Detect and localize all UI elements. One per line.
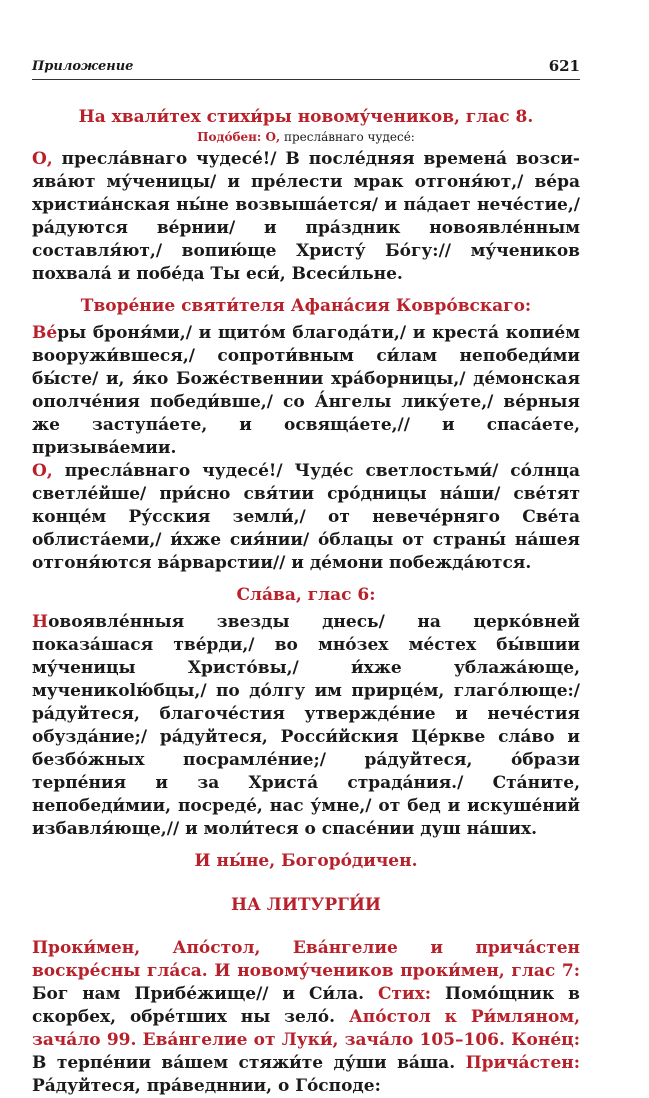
section-heading: На хвали́тех стихи́ры новому́чеников, глас 8. (78, 107, 534, 127)
initial-capital: О, (32, 461, 53, 481)
podoben-text: пресла́внаго чудесе́: (280, 130, 415, 144)
initial-capital: Н (32, 612, 49, 632)
page-number: 621 (548, 57, 580, 75)
rubric-text: Прича́стен: (465, 1053, 580, 1073)
paragraph-text: Помо́щник в скорбех, обре́тших ны зело́. (32, 984, 580, 1027)
rubric-text: Проки́мен, Апо́стол, Ева́нгелие и прича́стен воскре́сны гла́са. И новому́чеников проки́мен, глас 7: (32, 938, 580, 981)
initial-capital: Ве́ (32, 323, 58, 343)
stichera-paragraph (32, 460, 580, 575)
section-heading: Творе́ние святи́теля Афана́сия Ковро́вскаго: (80, 296, 532, 316)
liturgy-paragraph (32, 937, 580, 1098)
page-body (32, 105, 580, 1098)
podoben-label: Подо́бен: О, (197, 130, 281, 144)
initial-capital: О, (32, 149, 53, 169)
stichera-paragraph (32, 611, 580, 841)
page-header (32, 57, 580, 80)
rubric-text: Стих: (377, 984, 432, 1004)
rubric-text: Апо́стол к Ри́мляном, зача́ло 99. Ева́нгелие от Луки́, зача́ло 105–106. Коне́ц: (32, 1007, 580, 1050)
paragraph-text: В терпе́нии ва́шем стяжи́те ду́ши ва́ша. (32, 1053, 466, 1073)
running-title: Приложение (32, 59, 134, 74)
paragraph-text: пресла́внаго чудесе́!/ Чуде́с светлостьми́/ со́лнца светле́йше/ при́сно свя́тии сро́дницы на́ши/ све́тят конце́м Ру́сския земли́,/ от невече́рняго Све́та облиста́еми,/ и́хже сия́нии/ о́блацы от страны́ на́шея отгоня́ются ва́рварстии// и де́мони побежда́ются. (32, 461, 580, 573)
paragraph-text: ры броня́ми,/ и щито́м благода́ти,/ и креста́ копие́м вооружи́вшеся,/ сопроти́вным си́лам непобеди́ми бы́сте/ и, я́ко Боже́ственнии хра́борницы,/ де́монская ополче́ния победи́вше,/ со А́нгелы лику́ете,/ ве́рныя же заступа́ете, и освяща́ете,// и спаса́ете, призыва́емии. (32, 323, 580, 458)
section-heading: НА ЛИТУРГИ́И (230, 895, 381, 915)
paragraph-text: овоявле́нныя звезды днесь/ на церко́вней показа́шася тве́рди,/ во мно́зех ме́стех бы́вшии му́ченицы Христо́вы,/ и́хже ублажа́юще, мученикolю́бцы,/ по до́лгу им прирце́м, глаго́люще:/ ра́дуйтеся, благоче́стия утвержде́ние и нече́стия обузда́ние;/ ра́дуйтеся, Росси́йския Це́ркве сла́во и безбо́жных посрамле́ние;/ ра́дуйтеся, о́брази терпе́ния и за Христа́ страда́ния./ Ста́ните, непобеди́мии, посреде́, нас у́мне,/ от бед и искуше́ний избавля́юще,// и моли́теся о спасе́нии душ на́ших. (32, 612, 580, 839)
podoben-line (32, 129, 580, 146)
paragraph-text: пресла́внаго чудесе́!/ В после́дняя времена́ возси-ява́ют му́ченицы/ и пре́лести мрак отгоня́ют,/ ве́ра христиа́нская ны́не возвыша́ется/ и па́дает нече́стие,/ ра́дуются ве́рнии/ и пра́здник новоявле́нным составля́ют,/ вопию́ще Христу́ Бо́гу:// му́чеников похвала́ и побе́да Ты еси́, Всеси́льне. (32, 149, 580, 284)
section-heading: И ны́не, Богоро́дичен. (194, 851, 418, 871)
paragraph-text: Ра́дуйтеся, пра́ведннии, о Го́споде: (32, 1076, 381, 1096)
stichera-paragraph (32, 322, 580, 460)
section-heading: Сла́ва, глас 6: (236, 585, 376, 605)
paragraph-text: Бог нам Прибе́жище// и Си́ла. (32, 984, 378, 1004)
stichera-paragraph (32, 148, 580, 286)
